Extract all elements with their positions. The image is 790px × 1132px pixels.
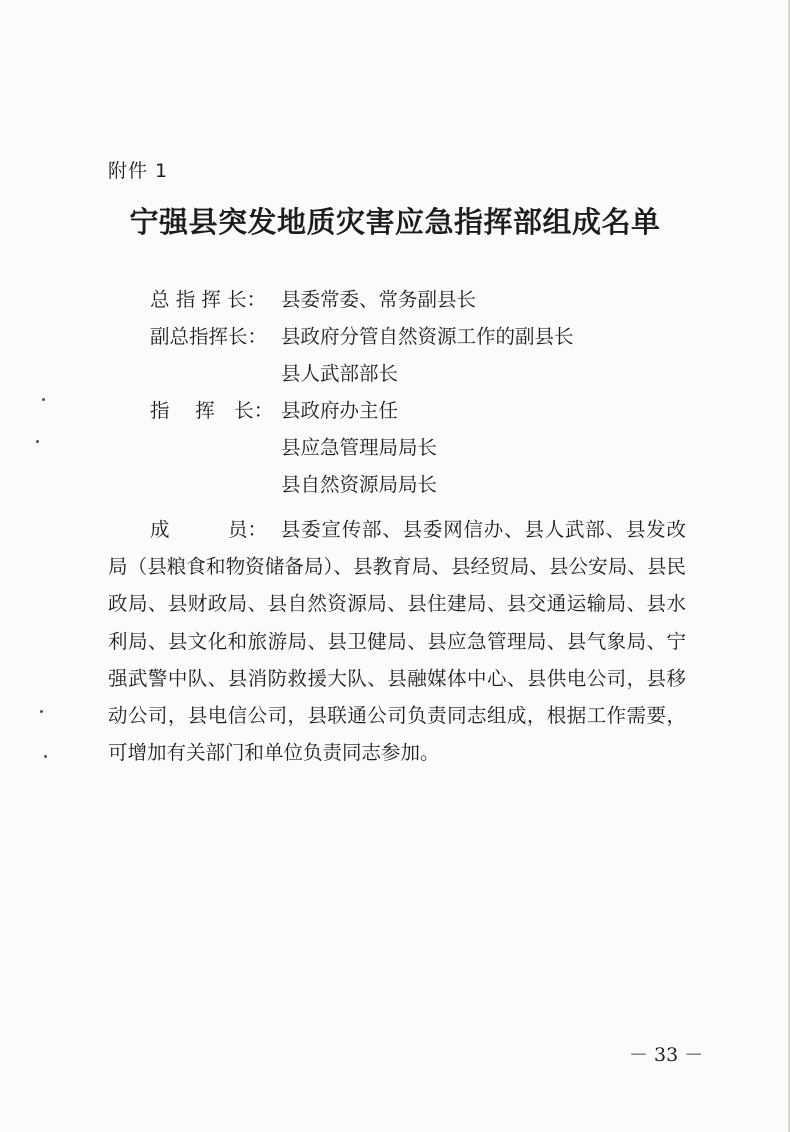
role-value-commander-1: 县政府办主任 bbox=[281, 399, 399, 422]
scan-speck bbox=[36, 440, 39, 443]
document-title: 宁强县突发地质灾害应急指挥部组成名单 bbox=[129, 205, 661, 239]
scan-speck bbox=[44, 755, 47, 758]
page-number: － 33 － bbox=[629, 1044, 704, 1066]
members-text: 县委宣传部、县委网信办、县人武部、县发改局（县粮食和物资储备局）、县教育局、县经贸局、县公安局、县民政局、县财政局、县自然资源局、县住建局、县交通运输局、县水利局、县文化和旅游局、县卫健局、县应急管理局、县气象局、宁强武警中队、县消防救援大队、县融媒体中心、县供电公司，县移动公司，县电信公司，县联通公司负责同志组成，根据工作需要，可增加有关部门和单位负责同志参加。 bbox=[108, 518, 686, 765]
role-value-commander-2: 县应急管理局局长 bbox=[281, 436, 438, 459]
role-label-commander-in-chief: 总 指 挥 长： bbox=[150, 288, 267, 311]
role-value-commander-3: 县自然资源局局长 bbox=[281, 473, 438, 496]
role-value-deputy-commander-in-chief-1: 县政府分管自然资源工作的副县长 bbox=[281, 325, 574, 348]
role-label-deputy-commander-in-chief: 副总指挥长： bbox=[150, 325, 268, 348]
role-label-commander: 指 挥 长： bbox=[150, 399, 274, 422]
role-value-deputy-commander-in-chief-2: 县人武部部长 bbox=[281, 362, 399, 385]
attachment-label: 附件 1 bbox=[108, 160, 169, 182]
scan-speck bbox=[42, 398, 45, 401]
members-label: 成 员： bbox=[150, 518, 268, 541]
members-paragraph bbox=[108, 511, 686, 771]
role-value-commander-in-chief: 县委常委、常务副县长 bbox=[281, 288, 477, 311]
scan-speck bbox=[40, 710, 43, 713]
